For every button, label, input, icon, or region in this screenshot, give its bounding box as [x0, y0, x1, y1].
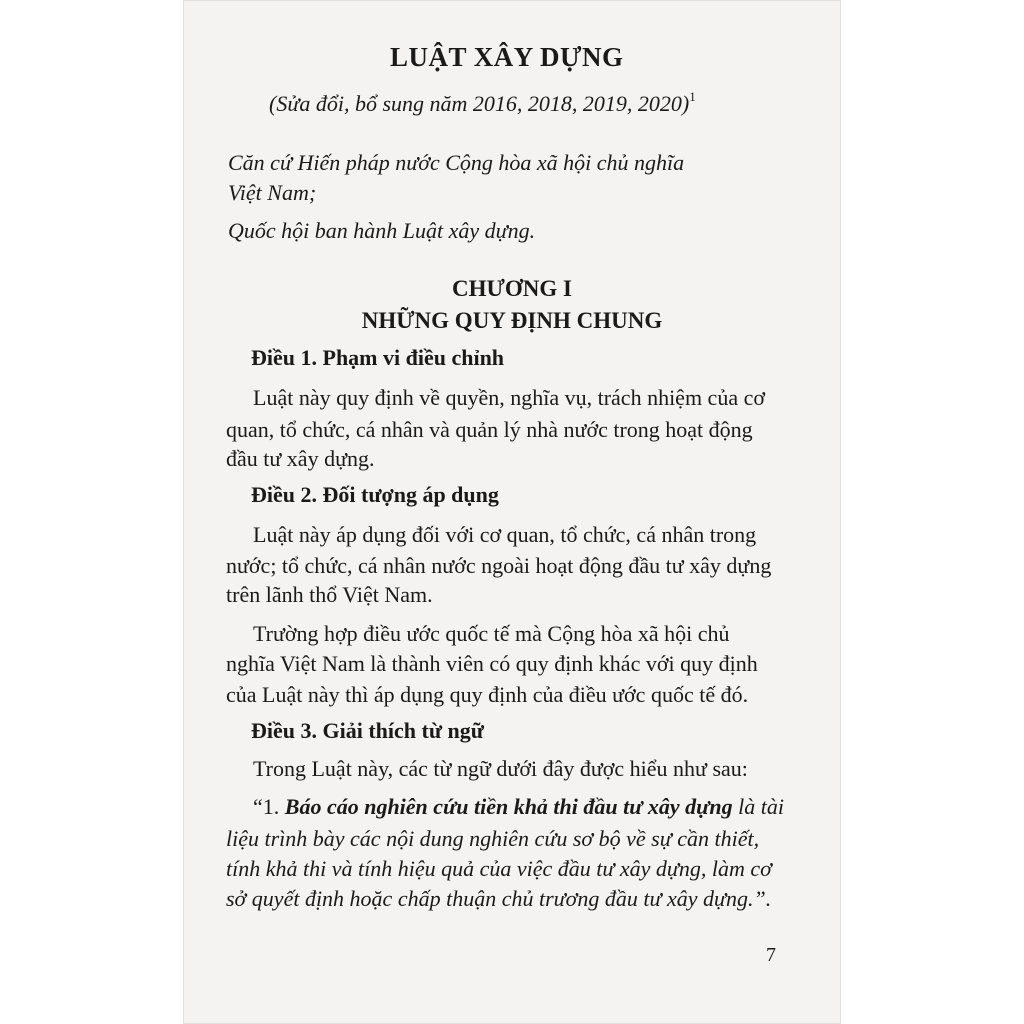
article-3-heading: Điều 3. Giải thích từ ngữ [251, 718, 484, 743]
preamble-line-1: Căn cứ Hiến pháp nước Cộng hòa xã hội chủ nghĩa [228, 150, 685, 175]
chapter-name: NHỮNG QUY ĐỊNH CHUNG [361, 308, 663, 333]
article-2-para-1-line-2: nước; tổ chức, cá nhân nước ngoài hoạt động đầu tư xây dựng [226, 553, 772, 578]
page-number: 7 [766, 944, 776, 966]
article-1-line-1: Luật này quy định về quyền, nghĩa vụ, trách nhiệm của cơ [253, 385, 765, 410]
book-page [183, 0, 841, 1024]
item-1-lead: “1. [253, 794, 285, 819]
preamble-line-2: Việt Nam; [228, 180, 317, 205]
article-1-heading: Điều 1. Phạm vi điều chỉnh [251, 345, 505, 370]
article-2-para-1-line-1: Luật này áp dụng đối với cơ quan, tổ chức, cá nhân trong [253, 522, 757, 547]
article-2-heading: Điều 2. Đối tượng áp dụng [251, 482, 499, 507]
article-1-line-3: đầu tư xây dựng. [226, 446, 375, 471]
article-2-para-2-line-2: nghĩa Việt Nam là thành viên có quy định khác với quy định [226, 651, 758, 676]
article-2-para-1-line-3: trên lãnh thổ Việt Nam. [226, 582, 433, 607]
article-3-intro: Trong Luật này, các từ ngữ dưới đây được hiểu như sau: [253, 756, 748, 781]
item-1-rest: là tài [732, 794, 784, 819]
subtitle-text: (Sửa đổi, bổ sung năm 2016, 2018, 2019, 2020) [269, 91, 690, 116]
footnote-mark: 1 [689, 89, 696, 104]
article-3-item-1-line-2: liệu trình bày các nội dung nghiên cứu sơ bộ về sự cần thiết, [226, 826, 760, 851]
article-1-line-2: quan, tổ chức, cá nhân và quản lý nhà nước trong hoạt động [226, 417, 753, 442]
preamble-line-3: Quốc hội ban hành Luật xây dựng. [228, 218, 536, 243]
document-subtitle [269, 84, 696, 117]
article-2-para-2-line-3: của Luật này thì áp dụng quy định của điều ước quốc tế đó. [226, 682, 749, 707]
document-title: LUẬT XÂY DỰNG [390, 42, 624, 72]
article-3-item-1-line-4: sở quyết định hoặc chấp thuận chủ trương đầu tư xây dựng.”. [226, 886, 772, 911]
article-3-item-1-line-3: tính khả thi và tính hiệu quả của việc đầu tư xây dựng, làm cơ [226, 856, 772, 881]
article-3-item-1-line-1 [253, 794, 784, 820]
article-2-para-2-line-1: Trường hợp điều ước quốc tế mà Cộng hòa xã hội chủ [253, 621, 730, 646]
item-1-term: Báo cáo nghiên cứu tiền khả thi đầu tư xây dựng [284, 794, 733, 819]
chapter-number: CHƯƠNG I [452, 276, 572, 301]
